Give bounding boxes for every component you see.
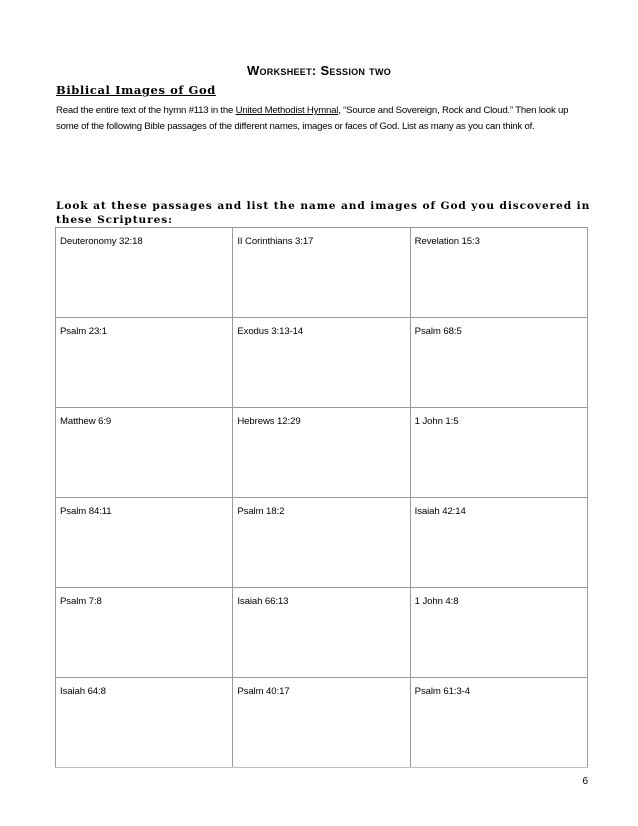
section-heading: Biblical Images of God [56, 83, 216, 97]
passage-cell: Hebrews 12:29 [233, 408, 410, 498]
table-row [56, 678, 588, 768]
passage-cell: Deuteronomy 32:18 [56, 228, 233, 318]
passage-cell: Psalm 84:11 [56, 498, 233, 588]
table-row [56, 588, 588, 678]
intro-paragraph [56, 103, 591, 135]
page-title: Worksheet: Session two [246, 63, 392, 78]
table-row [56, 318, 588, 408]
table-row [56, 408, 588, 498]
table-row [56, 498, 588, 588]
passage-cell: Psalm 7:8 [56, 588, 233, 678]
passage-cell: Exodus 3:13-14 [233, 318, 410, 408]
passage-cell: Psalm 68:5 [410, 318, 587, 408]
passage-cell: Psalm 23:1 [56, 318, 233, 408]
hymnal-title: United Methodist Hymnal [235, 105, 339, 116]
table-row [56, 228, 588, 318]
passage-cell: Psalm 40:17 [233, 678, 410, 768]
passage-cell: Psalm 61:3-4 [410, 678, 587, 768]
passage-cell: 1 John 4:8 [410, 588, 587, 678]
intro-text-start: Read the entire text of the hymn #113 in the [56, 105, 236, 116]
intro-text-end: , “Source and Sovereign, Rock and Cloud.” Then look up some of the following Bible passages of the different names, images or faces of God. List as many as you can think of. [56, 105, 569, 132]
passage-cell: Isaiah 64:8 [56, 678, 233, 768]
footer-divider [55, 767, 588, 768]
passage-cell: Matthew 6:9 [56, 408, 233, 498]
passage-cell: Isaiah 66:13 [233, 588, 410, 678]
passages-prompt: Look at these passages and list the name and images of God you discovered in these Scriptures: [56, 200, 591, 226]
page-number: 6 [582, 776, 588, 787]
passage-cell: 1 John 1:5 [410, 408, 587, 498]
scripture-passages-table [55, 227, 588, 768]
passage-cell: Revelation 15:3 [410, 228, 587, 318]
passage-cell: Psalm 18:2 [233, 498, 410, 588]
passage-cell: II Corinthians 3:17 [233, 228, 410, 318]
passage-cell: Isaiah 42:14 [410, 498, 587, 588]
